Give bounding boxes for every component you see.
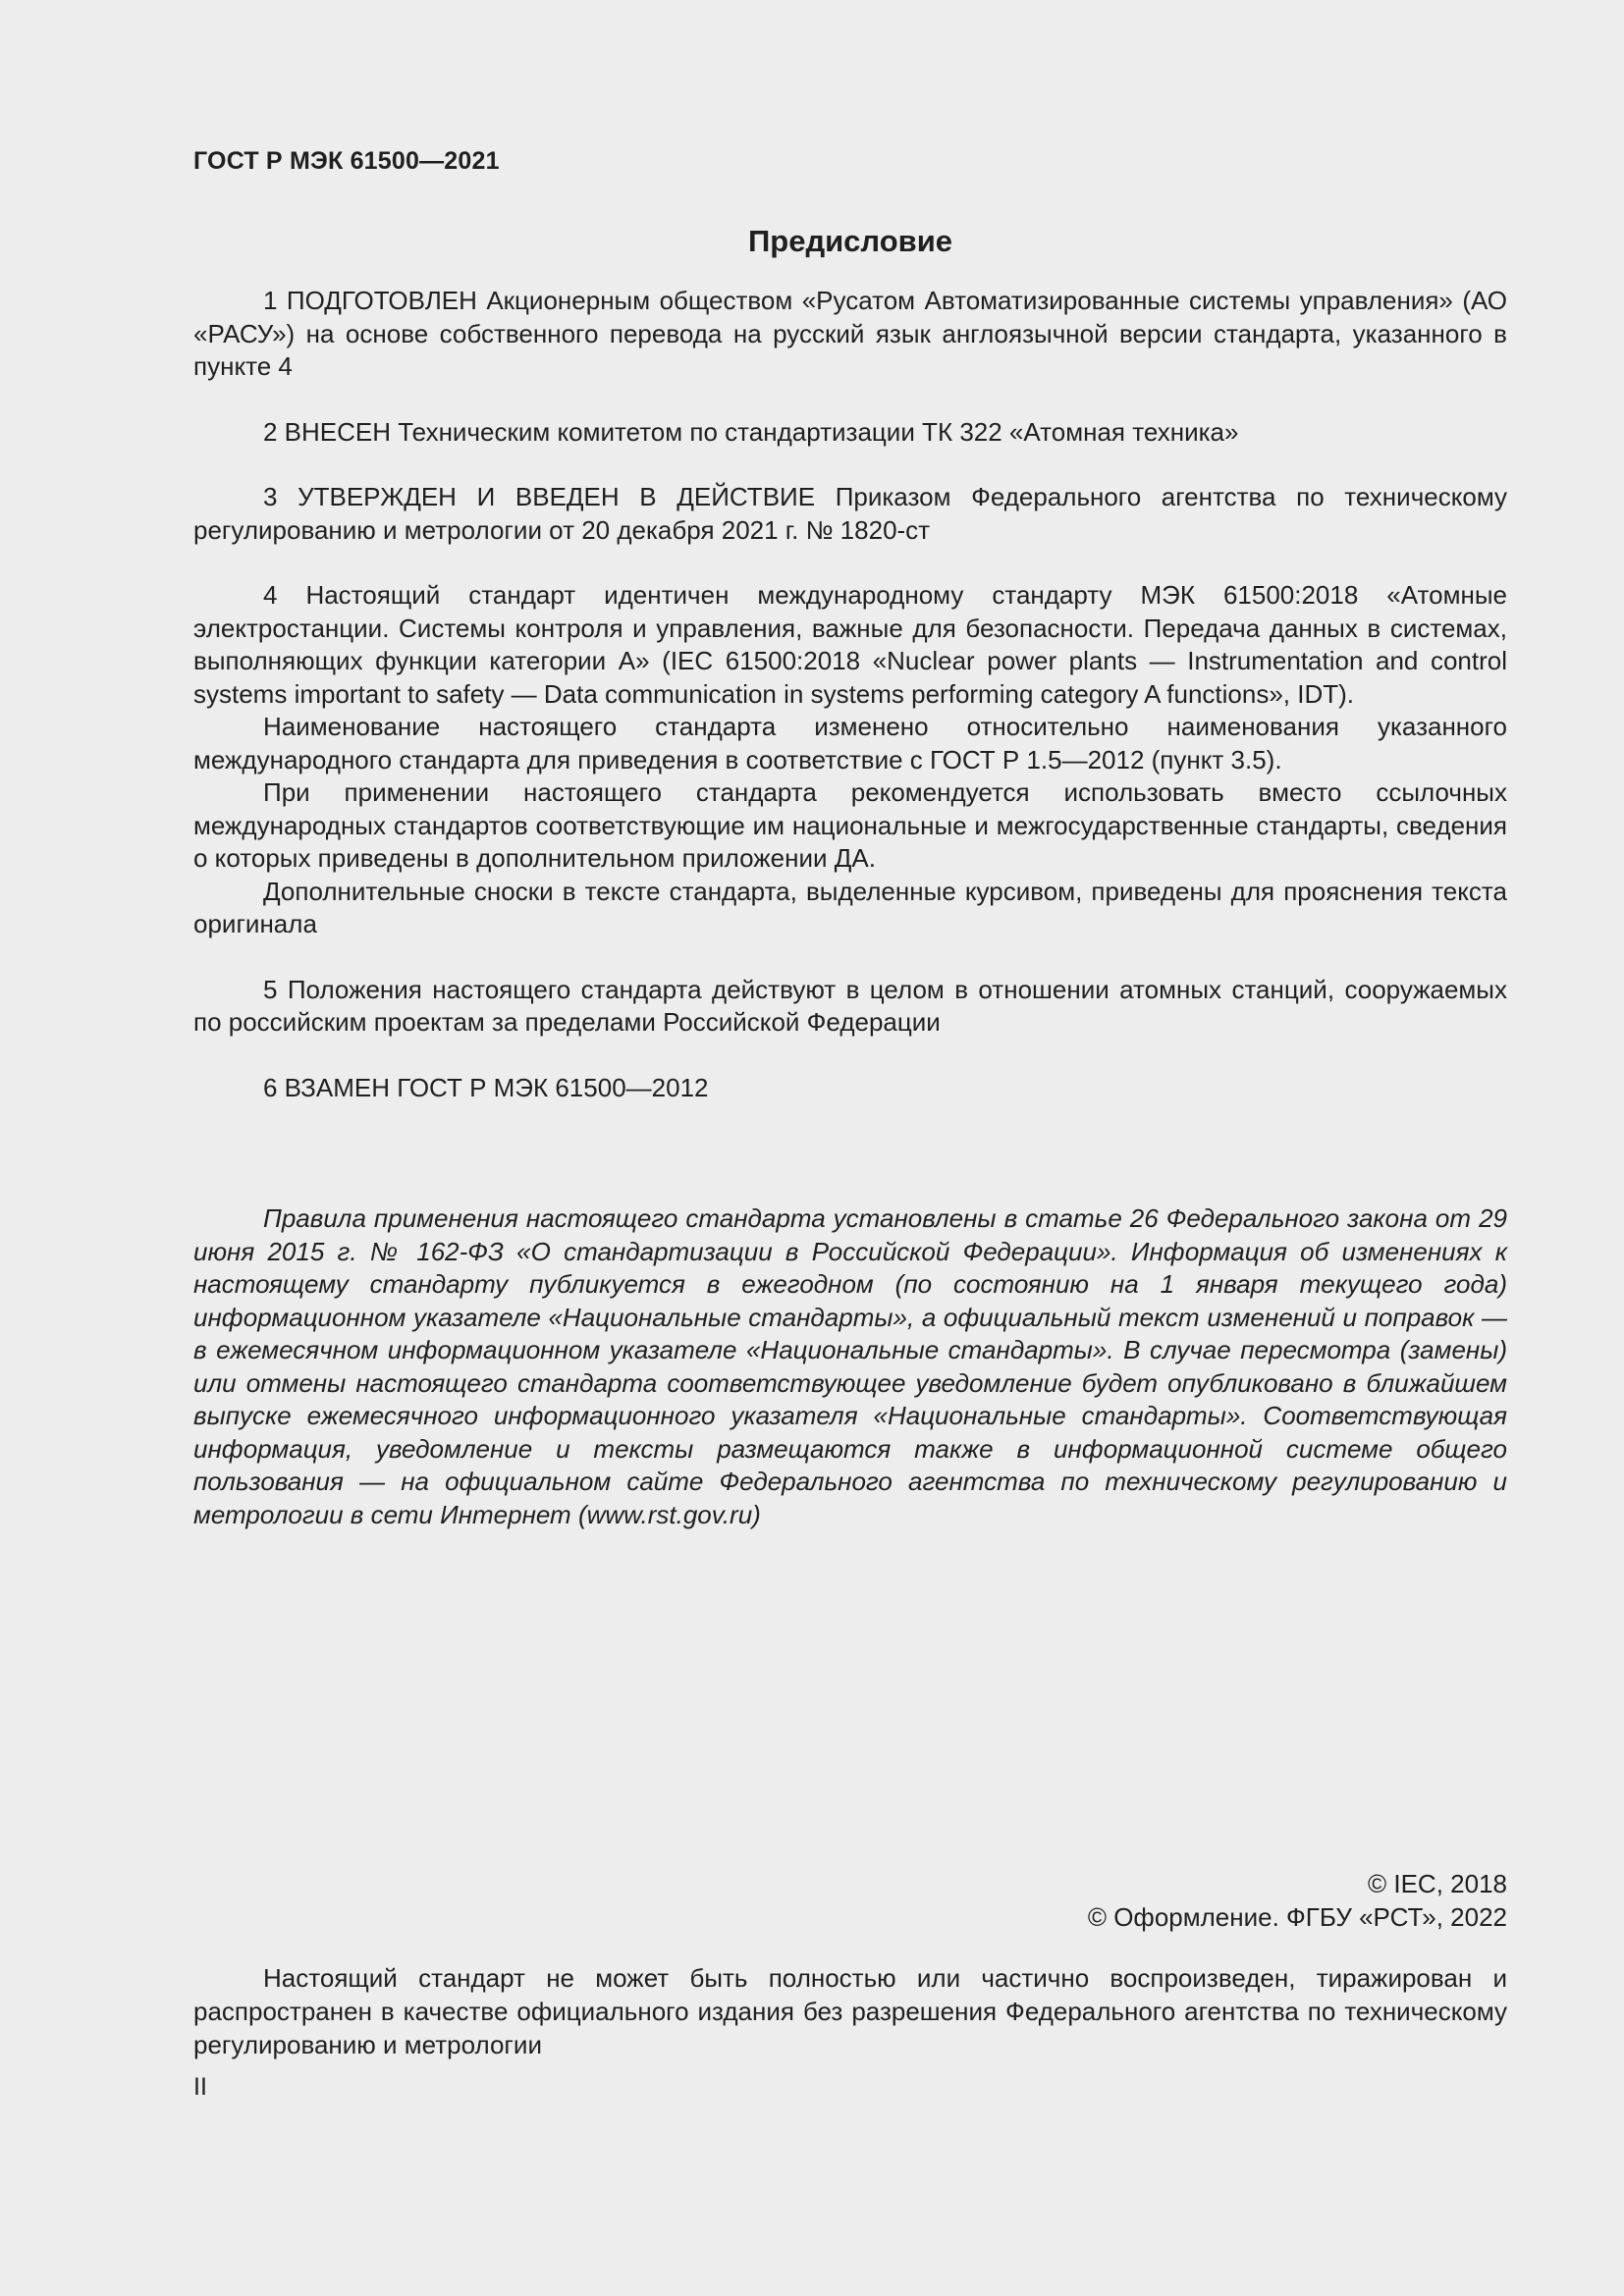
copyright-block	[193, 1867, 1507, 1934]
page-title: Предисловие	[747, 224, 952, 258]
copyright-rst: © Оформление. ФГБУ «РСТ», 2022	[1087, 1902, 1507, 1932]
preface-body	[193, 285, 1507, 1531]
preface-item-2: 2 ВНЕСЕН Техническим комитетом по стандартизации ТК 322 «Атомная техника»	[263, 416, 1239, 447]
preface-item-1: 1 ПОДГОТОВЛЕН Акционерным обществом «Русатом Автоматизированные системы управления» (АО «РАСУ») на основе собственного перевода на русский язык англоязычной версии стандарта, указанного в пункте 4	[193, 286, 1507, 381]
application-rules-note: Правила применения настоящего стандарта установлены в статье 26 Федерального закона от 29 июня 2015 г. № 162-ФЗ «О стандартизации в Российской Федерации». Информация об изменениях к настоящему стандарту публикуется в ежегодном (по состоянию на 1 января текущего года) информационном указателе «Национальные стандарты», а официальный текст изменений и поправок — в ежемесячном информационном указателе «Национальные стандарты». В случае пересмотра (замены) или отмены настоящего стандарта соответствующее уведомление будет опубликовано в ближайшем выпуске ежемесячного информационного указателя «Национальные стандарты». Соответствующая информация, уведомление и тексты размещаются также в информационной системе общего пользования — на официальном сайте Федерального агентства по техническому регулированию и метрологии в сети Интернет (www.rst.gov.ru)	[193, 1203, 1507, 1529]
preface-item-3: 3 УТВЕРЖДЕН И ВВЕДЕН В ДЕЙСТВИЕ Приказом Федерального агентства по техническому регулированию и метрологии от 20 декабря 2021 г. № 1820-ст	[193, 482, 1507, 545]
document-header: ГОСТ Р МЭК 61500—2021	[193, 147, 500, 175]
reproduction-notice: Настоящий стандарт не может быть полностью или частично воспроизведен, тиражирован и распространен в качестве официального издания без разрешения Федерального агентства по техническому регулированию и метрологии	[193, 1963, 1507, 2059]
preface-item-4-references-note: При применении настоящего стандарта рекомендуется использовать вместо ссылочных международных стандартов соответствующие им национальные и межгосударственные стандарты, сведения о которых приведены в дополнительном приложении ДА.	[193, 777, 1507, 873]
preface-item-4-footnotes-note: Дополнительные сноски в тексте стандарта, выделенные курсивом, приведены для прояснения текста оригинала	[193, 876, 1507, 938]
page-number: II	[193, 2073, 207, 2101]
preface-item-5: 5 Положения настоящего стандарта действуют в целом в отношении атомных станций, сооружаемых по российским проектам за пределами Российской Федерации	[193, 974, 1507, 1037]
preface-item-4-name-note: Наименование настоящего стандарта изменено относительно наименования указанного международного стандарта для приведения в соответствие с ГОСТ Р 1.5—2012 (пункт 3.5).	[193, 712, 1507, 774]
preface-item-4: 4 Настоящий стандарт идентичен международному стандарту МЭК 61500:2018 «Атомные электростанции. Системы контроля и управления, важные для безопасности. Передача данных в системах, выполняющих функции категории А» (IEC 61500:2018 «Nuclear power plants — Instrumentation and control systems important to safety — Data communication in systems performing category A functions», IDT).	[193, 580, 1507, 709]
copyright-iec: © IEC, 2018	[1367, 1869, 1507, 1898]
preface-item-6: 6 ВЗАМЕН ГОСТ Р МЭК 61500—2012	[263, 1072, 709, 1102]
